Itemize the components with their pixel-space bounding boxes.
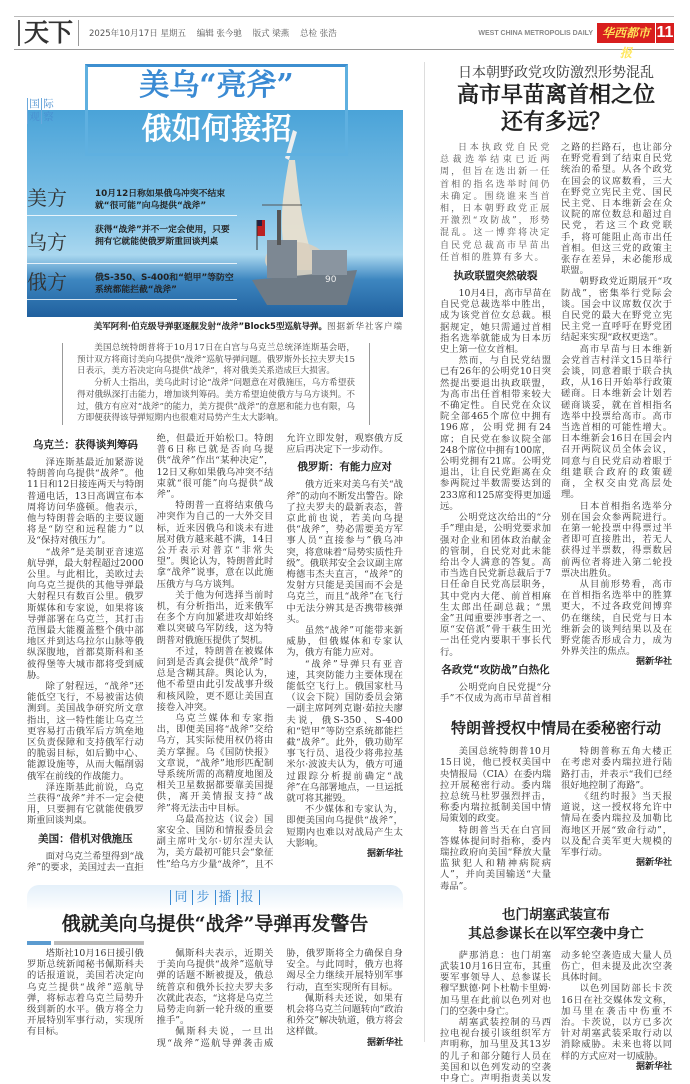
paragraph: 朝野政党近期展开“攻防战”，密集举行党际会谈。国会中议席数仅次于自民党的最大在野党立宪民主党一直呼吁在野党团结起来实现“政权更迭”。 [561,276,672,344]
subheading: 美国：借机对俄施压 [38,832,133,845]
ukraine-position [27,222,237,264]
column-divider [424,62,425,1042]
yemen-article-body [440,950,672,1084]
paragraph: 佩斯科夫表示，近期关于美向乌提供“战斧”巡航导弹的话题不断被提及，俄总统普京和俄外长拉夫罗夫多次就此表态，“这将是乌克兰局势走向新一轮升级的重要推手”。 [156,948,274,1027]
paragraph: 特朗普当天在白宫回答媒体提问时指称，委内瑞拉政府向美国“释放大量监狱犯人和精神病院病人”，并向美国输送“大量毒品”。 [440,824,551,892]
tag-char: 察 [41,111,55,124]
paragraph: 从目前形势看，高市在首相指名选举中的胜算更大，不过各政党间博弈仍在继续，自民党与日本维新会的谈判结果以及在野党能否形成合力，成为外界关注的焦点。 [561,578,672,658]
source-credit: 据新华社 [366,1037,403,1048]
headline-line: 也门胡塞武装宣布 [502,906,610,923]
trump-headline: 特朗普授权中情局在委秘密行动 [450,719,661,738]
svg-text:90: 90 [325,275,337,285]
japan-headline [440,82,672,136]
feature-header [27,62,403,317]
paragraph: 特朗普称五角大楼正在考虑对委内瑞拉进行陆路打击，并表示“我们已经很好地控制了海路”。 [561,746,672,791]
paragraph: 佩斯科夫还说，如果有机会将乌克兰问题转向“政治和外交”解决轨道，俄方将会这样做。 [286,992,403,1038]
editor: 编辑 张今驰 [196,29,242,39]
paragraph: 公明党向自民党提“分手”不仅成为高市早苗首相之路的拦路石，也让部分在野党看到了结束自民党统治的希望。从各个政党在国会的议席数看，三大在野党立宪民主党、国民民主党、日本维新会在众议院的席位数总和超过自民党，若这三个政党联手，将可能阻止高市出任首相。但这三党的政策主张存在差异，未必能形成联盟。 [440,142,672,704]
label-char: 步 [192,890,214,905]
issue-date: 2025年10月17日 星期五 [89,29,186,39]
side-text: 获得“战斧”并不一定会使用，只要拥有它就能使俄罗斯重回谈判桌 [95,225,230,247]
headline-line: 还有多远？ [500,109,611,135]
subheading: 执政联盟突然破裂 [453,270,538,283]
paragraph: 胡塞武装控制的马西拉电视台援引该组织军方声明称，加马里及其13岁的儿子和部分随行人员在美国和以色列发动的空袭中身亡。声明指责美以发动多轮空袭造成大量人员伤亡，但未提及此次空袭具体时间。 [440,949,672,1084]
paragraph: 10月4日，高市早苗在自民党总裁选举中胜出，成为该党首位女总裁。根据规定，她只需通过首相指名选举就能成为日本历史上第一位女首相。 [440,288,551,356]
japan-article-body [440,142,672,704]
paragraph: 以色列国防部长卡茨16日在社交媒体发文称，加马里在袭击中伤重不治。卡茨说，以方已多次针对胡塞武装采取行动以消除威胁。未来也将以同样的方式应对一切威胁。 [561,983,672,1062]
paragraph: 日本首相指名选举分别在国会众参两院进行。在第一轮投票中得票过半者即可直接胜出，若无人获得过半票数，得票数居前两位者将进入第二轮投票决出胜负。 [561,500,672,579]
photo-caption [27,321,403,333]
decor-bars [27,941,403,945]
masthead [14,16,674,60]
paragraph: 不过，特朗普在被媒体问到是否真会提供“战斧”时总是含糊其辞。舆论认为，他不希望由此引发战事升级和核风险，更不愿让美国直接卷入冲突。 [156,645,274,713]
us-position [27,186,237,216]
paragraph: 《纽约时报》当天报道说，这一授权将允许中情局在委内瑞拉及加勒比海地区开展“致命行动”，以及配合美军更大规模的军事行动。 [561,790,672,858]
sync-label [27,885,403,911]
paper-logo: 华西都市报 [597,23,655,43]
paragraph: 高市早苗与日本维新会党首吉村洋文15日举行会谈，同意着眼于联合执政，从16日开始举行政策磋商。日本维新会计划若磋商谈妥，就在首相指名选举中投票给高市。高市当选首相的可能性增大。日本维新会16日在国会内召开两院议员全体会议，同意与自民党启动着眼于组建联合政府的政策磋商，全权交由党高层处理。 [561,343,672,501]
paragraph: 关于他为何选择当前时机，有分析指出，近来俄军在多个方向加紧进攻却始终难以突破乌军防线，这为特朗普对俄施压提供了契机。 [156,589,274,646]
paragraph: 塔斯社10月16日援引俄罗斯总统新闻秘书佩斯科夫的话报道说，美国若决定向乌克兰提供“战斧”巡航导弹，将标志着乌克兰局势升级到新的水平。俄方将全力开展特别军事行动，实现所有目标。 [27,948,144,1038]
paragraph: 乌克兰媒体和专家指出，即便美国将“战斧”交给乌方，其实际使用权仍将由美方掌握。乌《国防快报》文章说，“战斧”地形匹配制导系统所需的高精度地图及相关卫星数据都要靠美国提供，离开美情报支持“战斧”将无法击中目标。 [156,713,274,814]
paragraph: 泽连斯基最近加紧游说特朗普向乌提供“战斧”。他11日和12日接连两天与特朗普通电话，13日高调宣布本周将访问华盛顿。他表示，他与特朗普会晤的主要议题将是“防空和远程能力”以及“保持对俄压力”。 [27,456,144,547]
tag-char: 国 [27,98,41,111]
russia-position [27,270,237,300]
feature-title-line2: 俄如何接招 [141,112,292,147]
page-number: 11 [656,24,674,41]
section-title: 天下 [18,20,79,46]
source-credit: 据新华社 [635,657,672,668]
sync-section [27,885,403,1049]
paragraph: 特朗普一直将结束俄乌冲突作为自己的一大外交目标，近来因俄乌和谈未有进展对俄方越来越不满，14日公开表示对普京“非常失望”。舆论认为，特朗普此时拿“战斧”说事，意在以此施压俄方与乌方谈判。 [156,500,274,590]
paragraph: 公明党这次给出的“分手”理由是，公明党要求加强对企业和团体政治献金的管制，自民党对此未能给出令人满意的答复。高市当选自民党新总裁后于7日任命自民党高层职务，其中党内大佬、前首相麻生太郎出任副总裁；“黑金”丑闻重要涉事者之一、原“安倍派”骨干萩生田光一出任党内要职干事长代行。 [440,512,551,658]
sync-article-body [27,948,403,1049]
side-label: 俄方 [27,270,67,294]
side-label: 乌方 [27,230,67,254]
tag-char: 际 [41,98,55,111]
trump-article-body [440,746,672,892]
tag-char: 观 [27,111,41,124]
japan-kicker: 日本朝野政党攻防激烈形势混乱 [458,65,654,81]
source-credit: 据新华社 [366,849,403,860]
paragraph: 美国总统特朗普10月15日说，他已授权美国中央情报局（CIA）在委内瑞拉开展秘密行动。委内瑞拉总统马杜罗强烈抨击，称委内瑞拉抵制美国中情局策划的政变。 [440,746,551,825]
paragraph: “战斧”导弹只有亚音速，其突防能力主要体现在能低空飞行上。俄国家杜马（议会下院）国防委员会第一副主席阿列克谢·茹拉夫廖夫说，俄S-350、S-400和“铠甲”等防空系统都能拦截“战斧”。此外，俄功勋军事飞行员、退役少将弗拉基米尔·波波夫认为，俄方可通过跟踪分析提前确定“战斧”在乌部署地点，一旦运抵就可将其摧毁。 [286,658,403,805]
lead-paragraph: 分析人士指出，美乌此时讨论“战斧”问题意在对俄施压，乌方希望获得对俄纵深打击能力，增加谈判筹码。美方希望迫使俄方与乌方谈判。不过，俄方有应对“战斧”的能力，美方提供“战斧”的意愿和能力也有限，乌方即便获得该导弹短期内也很难对局势产生太大影响。 [77,378,355,424]
headline-line: 其总参谋长在以军空袭中身亡 [468,925,644,942]
paragraph: 虽然“战斧”可能带来新威胁，但俄媒体和专家认为，俄方有能力应对。 [286,624,403,659]
sync-headline: 俄就美向乌提供“战斧”导弹再发警告 [61,913,369,936]
paragraph: 俄方近来对美乌有关“战斧”的动向不断发出警告。除了拉夫罗夫的最新表态，普京此前也说，若美向乌提供“战斧”，势必需要美方军事人员“直接参与”俄乌冲突，将意味着“局势实质性升级”。俄联邦安全会议副主席梅德韦杰夫直言，“战斧”的发射方只能是美国而不会是乌克兰，而且“战斧”在飞行中无法分辨其是否携带核弹头。 [286,479,403,625]
paragraph: 然而，与自民党结盟已有26年的公明党10日突然提出要退出执政联盟，为高市出任首相带来较大不确定性。自民党在众议院全部465个席位中拥有196席，公明党拥有24席；自民党在参议院全部248个席位中拥有100席，公明党拥有21席。公明党退出，让自民党距离在众参两院过半数需要达到的233席和125席变得更加遥远。 [440,355,551,512]
masthead-row [14,16,674,60]
paragraph: 萨那消息：也门胡塞武装10月16日宣布，其重要军事领导人、总参谋长穆罕默德·阿卜杜勒卡里姆·加马里在此前以色列对也门的空袭中身亡。 [440,949,551,1017]
feature-title-line1: 美乌“亮斧” [139,68,294,103]
label-char: 播 [215,890,237,905]
paragraph: 除了射程远，“战斧”还能低空飞行，不易被雷达侦测到。美国战争研究所文章指出，这一特性能让乌克兰更容易打击俄军后方筑垒地区负责保障和支持俄军行动的脆弱目标，如后勤中心、能源设施等，从而大幅削弱俄军在前线的作战能力。 [27,680,144,782]
left-column [27,62,403,1049]
paragraph: 乌最高拉达（议会）国家安全、国防和情报委员会副主席叶戈尔·切尔涅夫认为，美方最初可能只会“象征性”给乌方少量“战斧”，且不允许立即发射，观察俄方反应后再决定下一步动作。 [156,432,403,870]
paper-name-en: WEST CHINA METROPOLIS DAILY [478,29,593,37]
right-column [440,62,672,1084]
feature-lead [62,343,370,425]
lead-paragraph: 美国总统特朗普将于10月17日在白宫与乌克兰总统泽连斯基会晤，预计双方将商讨美向乌提供“战斧”巡航导弹问题。俄罗斯外长拉夫罗夫15日表示，美方若决定向乌提供“战斧”，将对俄美关系造成巨大损害。 [77,343,355,377]
label-char: 报 [237,890,260,905]
decor-bar [54,941,144,945]
headline-line: 高市早苗离首相之位 [456,82,655,108]
label-char: 同 [170,890,192,905]
decor-bar [27,941,51,945]
subheading: 各政党“攻防战”白热化 [441,663,550,676]
paragraph: 佩斯科夫说，一旦出现“战斧”巡航导弹袭击威胁，俄罗斯将全力确保自身安全。与此同时，俄方也将竭尽全力继续开展特别军事行动，直至实现所有目标。 [156,948,403,1049]
caption-text: 美军阿利·伯克级导弹驱逐舰发射“战斧”Block5型巡航导弹。 [93,322,327,332]
source-credit: 据新华社 [635,858,672,869]
column-tag [27,98,59,124]
paragraph: “战斧”是美制亚音速巡航导弹，最大射程超过2000公里。与此相比，美欧过去向乌克兰提供的其他导弹最大射程只有数百公里。俄罗斯媒体和专家说，如果将该导弹部署在乌克兰，其打击范围最大能覆盖整个俄中部地区并到达乌拉尔山脉等俄纵深腹地，首都莫斯科和圣彼得堡等大城市都将受到威胁。 [27,546,144,681]
subheading: 俄罗斯：有能力应对 [297,461,392,474]
feature-article-body [27,433,403,873]
source-credit: 据新华社 [635,1061,672,1072]
paragraph: 不少媒体和专家认为，即便美国向乌提供“战斧”，短期内也难以对战局产生太大影响。 [286,804,403,849]
photo-credit: 图据新华社客户端 [326,322,403,332]
masthead-meta [89,27,345,39]
yemen-headline [440,906,672,944]
paragraph: 面对乌克兰希望得到“战斧”的要求，美国过去一直拒绝，但最近开始松口。特朗普6日称已就是否向乌提供“战斧”作出“某种决定”，12日又称如果俄乌冲突不结束就“很可能”向乌提供“战斧”。 [27,432,274,873]
side-text: 10月12日称如果俄乌冲突不结束就“很可能”向乌提供“战斧” [95,189,226,211]
subheading: 乌克兰：获得谈判筹码 [32,438,138,451]
lead-paragraph: 日本执政党自民党总裁选举结束已近两周，但旨在选出新一任首相的指名选举时间仍未确定。围绕谁来当首相，日本朝野政党正展开激烈“攻防战”，形势混乱。这一博弈将决定自民党总裁高市早苗出任首相的胜算有多大。 [440,143,551,263]
side-label: 美方 [27,186,67,210]
layout-credit: 版式 梁燕 [252,29,290,39]
checker: 总检 张浩 [300,29,337,39]
side-text: 俄S-350、S-400和“铠甲”等防空系统都能拦截“战斧” [95,273,234,295]
paragraph: 泽连斯基此前说，乌克兰获得“战斧”并不一定会使用，只要拥有它就能使俄罗斯重回谈判桌。 [27,781,144,827]
